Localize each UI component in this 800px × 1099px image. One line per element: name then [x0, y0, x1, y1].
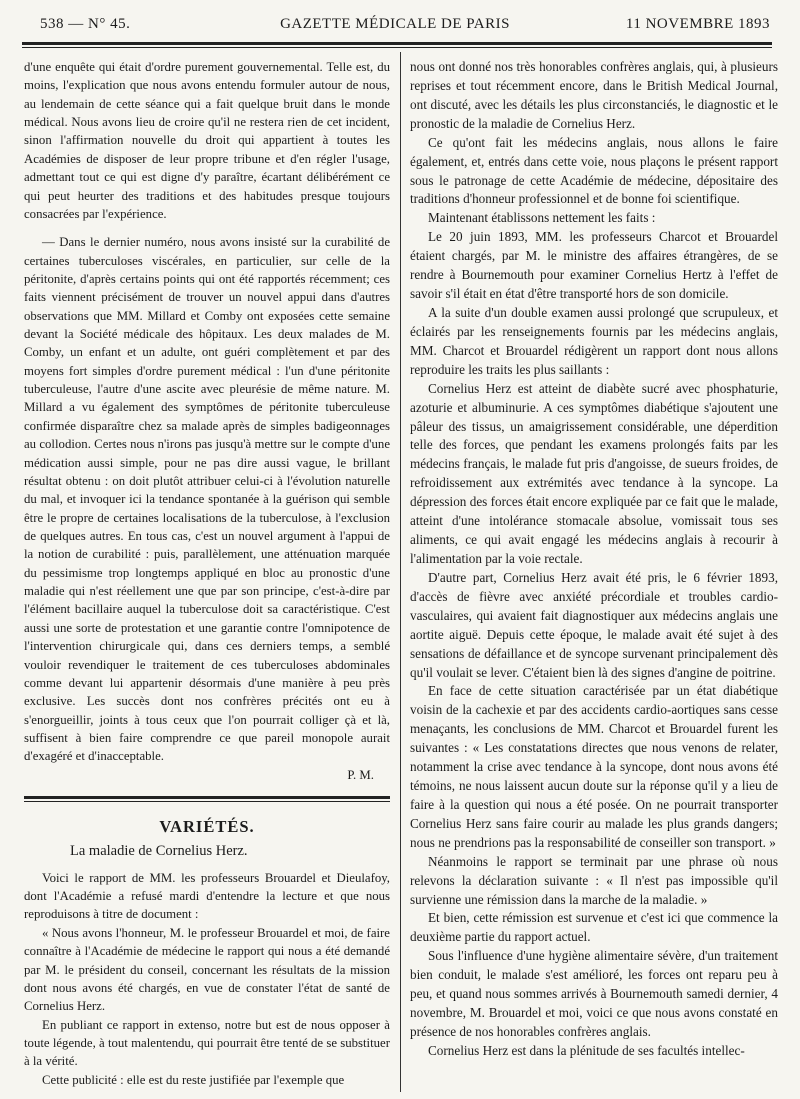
right-column	[410, 58, 778, 1061]
paragraph: Sous l'influence d'une hygiène alimentaire sévère, d'un traitement bien conduit, le malade s'est amélioré, les forces ont reparu peu à peu, et quand nous sommes arrivés à Bournemouth samedi dernier, 4 novembre, M. Brouardel et moi, voici ce que nous avons constaté en présence de nos honorables confrères anglais.	[410, 948, 778, 1040]
column-divider	[400, 52, 401, 1092]
paragraph: D'autre part, Cornelius Herz avait été pris, le 6 février 1893, d'accès de fièvre avec anxiété précordiale et troubles cardio-vasculaires, qui avaient fait diagnostiquer aux médecins anglais une aortite aiguë. Depuis cette époque, le malade avait été sujet à des sensations de défaillance et de syncope survenant principalement dès qu'il voulait se lever. C'étaient bien là des signes d'angine de poitrine.	[410, 569, 778, 680]
paragraph: d'une enquête qui était d'ordre purement gouvernemental. Telle est, du moins, l'explication que nous avons entendu formuler autour de nous, au lendemain de cette séance qui a fait quelque bruit dans le monde médical. Nous avons lieu de croire qu'il ne restera rien de cet incident, sinon l'affirmation nouvelle du droit qui appartient à toutes les Académies de disposer de leur propre tribune et d'en régler l'usage, admettant tout ce qui est digne d'y paraître, écartant délibérément ce qui peut heurter des traditions et des habitudes presque toujours consacrées par l'expérience.	[24, 60, 390, 221]
paragraph: Néanmoins le rapport se terminait par une phrase où nous relevons la déclaration suivante : « Il n'est pas impossible qu'il survienne une rémission dans la marche de la maladie. »	[410, 853, 778, 907]
subsection-title: La maladie de Cornelius Herz.	[70, 843, 248, 860]
paragraph: Cette publicité : elle est du reste justifiée par l'exemple que	[42, 1072, 345, 1087]
header-rule-thin	[22, 47, 772, 48]
paragraph: Cornelius Herz est atteint de diabète sucré avec phosphaturie, azoturie et albuminurie. A ces symptômes diabétique s'ajoutent une pâleur des tissus, un amaigrissement considérable, une déperdition telle des forces, que pendant les examens prolongés faits par les médecins français, le malade fut pris d'angoisse, de sueurs froides, de refroidissement aux extrémités avec tendance à la syncope. La dépression des forces était encore expliquée par ce fait que le malade, atteint d'une intolérance stomacale absolue, vomissait tous ses aliments, ce qui avait engagé les médecins anglais à recourir à l'alimentation par la voie rectale.	[410, 380, 778, 566]
paragraph: Ce qu'ont fait les médecins anglais, nous allons le faire également, et, entrés dans cette voie, nous plaçons le présent rapport sous le patronage de cette Académie de médecine, dépositaire des traditions d'honneur professionnel et de bonne foi scientifique.	[410, 134, 778, 207]
journal-title: GAZETTE MÉDICALE DE PARIS	[280, 16, 510, 32]
section-rule-thin	[24, 801, 390, 802]
issue-date: 11 NOVEMBRE 1893	[625, 16, 770, 32]
page-number: 538 — N° 45.	[40, 16, 131, 32]
paragraph: Voici le rapport de MM. les professeurs Brouardel et Dieulafoy, dont l'Académie a refusé mardi d'entendre la lecture et que nous reproduisons à titre de document :	[24, 870, 390, 922]
left-column	[24, 58, 390, 1089]
paragraph: En face de cette situation caractérisée par un état diabétique voisin de la cachexie et par des accidents cardio-aortiques sans cesse menaçants, les conclusions de MM. Charcot et Brouardel furent les suivantes : « Les constatations directes que nous venons de relater, notamment la crise avec tendance à la syncope, dont nous avons été témoins, ne nous laissent aucun doute sur la réponse qu'il y a lieu de faire à la question qui nous a été posée. On ne pourrait transporter Cornelius Herz sans faire courir au malade les plus grands dangers; nous ne prendrions pas la responsabilité de conseiller son transport. »	[410, 683, 778, 850]
signature: P. M.	[347, 767, 374, 782]
paragraph: A la suite d'un double examen aussi prolongé que scrupuleux, et éclairés par les renseignements fournis par les médecins anglais, MM. Charcot et Brouardel rédigèrent un rapport dont nous allons reproduire les traits les plus saillants :	[410, 304, 778, 377]
paragraph: En publiant ce rapport in extenso, notre but est de nous opposer à toute légende, à tout malentendu, qui pourrait être tenté de se substituer à la vérité.	[24, 1017, 390, 1069]
paragraph: Maintenant établissons nettement les faits :	[428, 210, 656, 226]
paragraph: — Dans le dernier numéro, nous avons insisté sur la curabilité de certaines tuberculoses viscérales, en particulier, sur celle de la péritonite, d'après certains points qui ont été rapportés récemment; ces faits viennent précisément de trouver un nouvel appui dans d'autres observations que MM. Millard et Comby ont exposées cette semaine devant la Société médicale des hôpitaux. Les deux malades de M. Comby, un enfant et un adulte, ont guéri complètement et par des moyens fort simples d'ordre purement médical : l'un d'une péritonite tuberculeuse, l'autre d'une ascite avec pleurésie de même nature. M. Millard a vu également des symptômes de péritonite tuberculeuse confirmée disparaître chez sa malade après de simples badigeonnages au collodion. Certes nous n'irons pas jusqu'à mettre sur le compte d'une médication aussi simple, pour ne pas dire aussi vague, le brillant résultat obtenu : on doit plutôt attribuer celui-ci à l'évolution naturelle du mal, et invoquer ici la tendance spontanée à la guérison qui semble être le propre de certaines localisations de la tuberculose, à l'exclusion de quelques autres. En tous cas, c'est un nouvel argument à l'appui de la notion de curabilité : puis, parallèlement, une atténuation marquée du pessimisme trop longtemps appliqué en bloc au pronostic d'une maladie qui n'est réellement une que par son principe, c'est-à-dire par l'élément bacillaire auquel la tuberculose doit sa caractéristique. C'est aussi une sorte de protestation et une garantie contre l'omnipotence de l'intervention chirurgicale qui, dans ces derniers temps, a semblé vouloir revendiquer le traitement de ces tuberculoses abdominales comme devant lui appartenir désormais d'une manière à peu près exclusive. Les succès dont nos confrères précités ont eu à s'enorgueillir, joints à tous ceux que l'on pourrait colliger çà et là, suffisent à bien faire comprendre ce que pareil monopole aurait d'exagéré et d'inacceptable.	[24, 235, 390, 764]
section-rule-thick	[24, 796, 390, 799]
paragraph: « Nous avons l'honneur, M. le professeur Brouardel et moi, de faire connaître à l'Académie de médecine le rapport qui nous a été demandé par M. le président du conseil, concernant les résultats de la mission dont nous avons été chargés, en vue de constater l'état de santé de Cornelius Herz.	[24, 925, 390, 1014]
section-title: VARIÉTÉS.	[159, 817, 255, 837]
paragraph: nous ont donné nos très honorables confrères anglais, qui, à plusieurs reprises et tout récemment encore, dans le British Medical Journal, ont discuté, avec les détails les plus circonstanciés, le diagnostic et le pronostic de la maladie de Cornelius Herz.	[410, 59, 778, 131]
paragraph: Le 20 juin 1893, MM. les professeurs Charcot et Brouardel étaient chargés, par M. le ministre des affaires étrangères, de se rendre à Bournemouth pour examiner Cornelius Hertz à l'effet de savoir s'il était en état d'être transporté hors de son domicile.	[410, 229, 778, 302]
page-header	[20, 16, 770, 38]
header-rule-thick	[22, 42, 772, 45]
paragraph: Et bien, cette rémission est survenue et c'est ici que commence la deuxième partie du rapport actuel.	[410, 910, 778, 945]
paragraph: Cornelius Herz est dans la plénitude de ses facultés intellec-	[428, 1042, 745, 1058]
